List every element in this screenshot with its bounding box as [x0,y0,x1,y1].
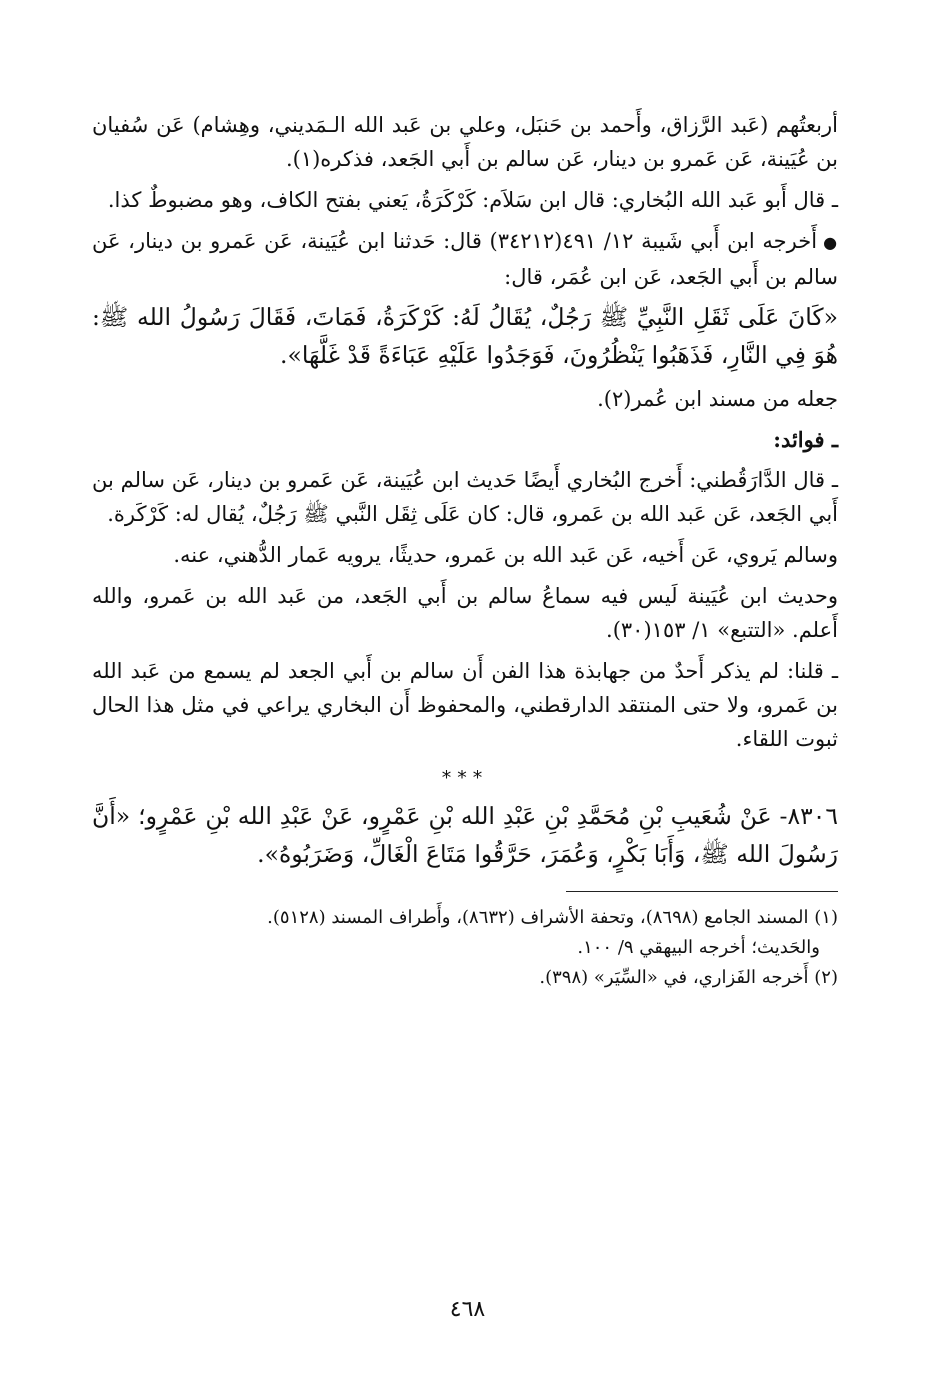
paragraph-our-comment: ـ قلنا: لم يذكر أَحدٌ من جهابذة هذا الفن أَن سالم بن أَبي الجعد لم يسمع من عَبد الله بن عَمرو، ولا حتى المنتقد الدارقطني، والمحفوظ أَن البخاري يراعي في مثل هذا الحال ثبوت اللقاء. [92,659,838,751]
section-heading-benefits: ـ فوائد: [773,427,838,452]
section-separator: *** [441,767,489,789]
paragraph-ibn-abi-shayba-text: أَخرجه ابن أَبي شَيبة ١٢/ ٤٩١(٣٤٢١٢) قال: حَدثنا ابن عُيَينة، عَن عَمرو بن دينار، عَن سالم بن أَبي الجَعد، عَن ابن عُمَر، قال: [92,229,838,289]
paragraph-chain: أربعتُهم (عَبد الرَّزاق، وأَحمد بن حَنبَل، وعلي بن عَبد الله الـمَديني، وهِشام) عَن سُفيان بن عُيَينة، عَن عَمرو بن دينار، عَن سالم بن أَبي الجَعد، فذكره(١). [92,113,838,171]
paragraph-bukhari-note: ـ قال أَبو عَبد الله البُخاري: قال ابن سَلاَم: كَرْكَرَةُ، يَعني بفتح الكاف، وهو مضبوطٌ كذا. [107,188,838,212]
hadith-8306: ٨٣٠٦- عَنْ شُعَيبِ بْنِ مُحَمَّدِ بْنِ عَبْدِ الله بْنِ عَمْرٍو، عَنْ عَبْدِ الله بْنِ عَمْرٍو؛ «أَنَّ رَسُولَ الله ﷺ، وَأَبَا بَكْرٍ، وَعُمَرَ، حَرَّقُوا مَتَاعَ الْغَالِّ، وَضَرَبُوهُ». [92,802,838,868]
page-content [92,108,838,993]
paragraph-daraqutni: ـ قال الدَّارَقُطني: أَخرج البُخاري أَيضًا حَديث ابن عُيَينة، عَن عَمرو بن دينار، عَن سالم بن أَبي الجَعد، عَن عَبد الله بن عَمرو، قال: كان عَلَى ثِقَل النَّبي ﷺ رَجُلٌ، يُقال له: كَرْكَرة. [92,468,838,526]
paragraph-salim: وسالم يَروي، عَن أَخيه، عَن عَبد الله بن عَمرو، حديثًا، يرويه عَمار الدُّهني، عنه. [173,543,838,567]
footnote-1-continued: والحَديث؛ أخرجه البيهقي ٩/ ١٠٠. [577,937,820,958]
page-number: ٤٦٨ [449,1297,486,1322]
footnote-2: (٢) أَخرجه الفَزاري، في «السِّيَر» (٣٩٨). [539,967,838,988]
paragraph-ibn-uyayna: وحديث ابن عُيَينة لَيس فيه سماعُ سالم بن أَبي الجَعد، من عَبد الله بن عَمرو، والله أَعلم. «التتبع» ١/ ١٥٣(٣٠). [92,584,838,642]
footnote-1: (١) المسند الجامع (٨٦٩٨)، وتحفة الأشراف (٨٦٣٢)، وأَطراف المسند (٥١٢٨). [267,907,838,928]
footnote-divider [566,891,838,892]
hadith-text: «كَانَ عَلَى ثَقَلِ النَّبِيِّ ﷺ رَجُلٌ، يُقَالُ لَهُ: كَرْكَرَةُ، فَمَاتَ، فَقَالَ رَسُولُ الله ﷺ: هُوَ فِي النَّارِ، فَذَهَبُوا يَنْظُرُونَ، فَوَجَدُوا عَلَيْهِ عَبَاءَةً قَدْ غَلَّهَا». [92,303,838,369]
bullet-icon: ● [823,233,838,252]
paragraph-ibn-abi-shayba [92,224,838,294]
footnote-divider-area [92,881,838,903]
paragraph-musnad-note: جعله من مسند ابن عُمر(٢). [597,387,838,411]
